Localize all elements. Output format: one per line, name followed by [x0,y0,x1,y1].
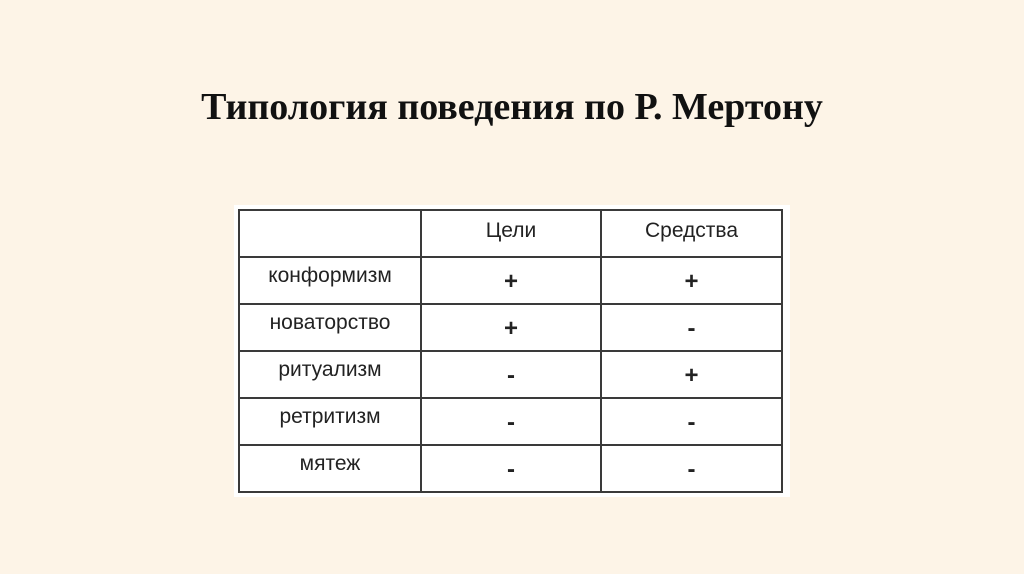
row-type-label: мятеж [239,445,421,492]
table-row [239,304,782,351]
means-mark: - [601,398,782,445]
goals-mark: - [421,398,601,445]
row-type-label: конформизм [239,257,421,304]
typology-table-container [234,205,790,497]
page-title: Типология поведения по Р. Мертону [201,86,823,128]
table-row [239,445,782,492]
goals-mark: - [421,351,601,398]
row-type-label: ретритизм [239,398,421,445]
header-goals: Цели [421,210,601,257]
table-row [239,257,782,304]
row-type-label: ритуализм [239,351,421,398]
table-header-row [239,210,782,257]
means-mark: + [601,351,782,398]
table-row [239,351,782,398]
row-type-label: новаторство [239,304,421,351]
means-mark: + [601,257,782,304]
goals-mark: + [421,304,601,351]
means-mark: - [601,445,782,492]
header-means: Средства [601,210,782,257]
means-mark: - [601,304,782,351]
table-row [239,398,782,445]
goals-mark: - [421,445,601,492]
typology-table [238,209,783,493]
goals-mark: + [421,257,601,304]
header-empty-cell [239,210,421,257]
